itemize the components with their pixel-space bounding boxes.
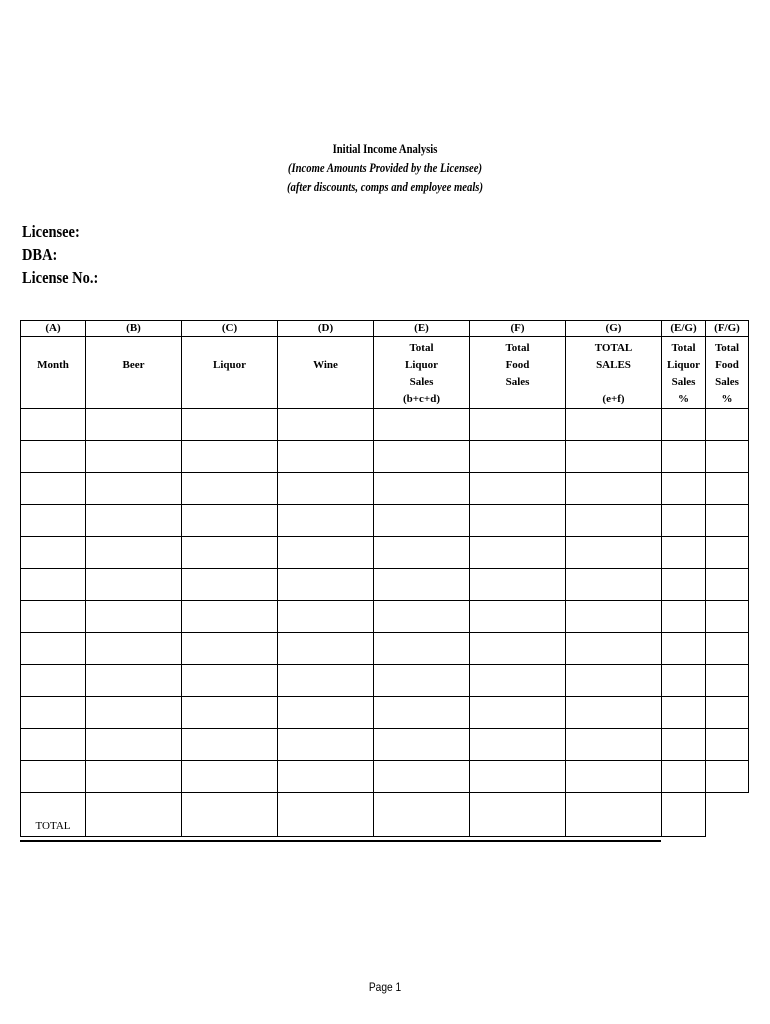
entry-cell[interactable] [278,409,374,441]
entry-cell[interactable] [21,761,86,793]
column-letter: (B) [86,321,182,337]
entry-cell[interactable] [182,729,278,761]
entry-cell[interactable] [706,633,749,665]
column-description-line: Sales [671,376,696,388]
entry-cell[interactable] [21,409,86,441]
table-row [21,729,749,761]
entry-cell[interactable] [374,569,470,601]
entry-cell[interactable] [662,569,706,601]
entry-cell[interactable] [706,761,749,793]
entry-cell[interactable] [86,665,182,697]
table-row [21,473,749,505]
entry-cell[interactable] [470,537,566,569]
entry-cell[interactable] [182,761,278,793]
entry-cell[interactable] [706,473,749,505]
table-row [21,537,749,569]
total-cell[interactable] [662,793,706,837]
column-description-line: % [721,393,733,405]
total-cell[interactable] [374,793,470,837]
entry-cell[interactable] [182,537,278,569]
report-subtitle-income-source: (Income Amounts Provided by the Licensee) [287,160,483,175]
entry-cell[interactable] [706,505,749,537]
entry-cell[interactable] [86,729,182,761]
column-letter: (G) [566,321,662,337]
entry-cell[interactable] [566,761,662,793]
entry-cell[interactable] [662,633,706,665]
total-label-cell [21,793,86,837]
entry-cell[interactable] [566,537,662,569]
total-label: TOTAL [35,820,71,832]
column-description-line: Sales [715,376,739,388]
total-row [21,793,749,837]
entry-cell[interactable] [566,729,662,761]
entry-cell[interactable] [566,601,662,633]
column-description [21,337,86,409]
column-description-line: (b+c+d) [403,393,440,405]
total-cell[interactable] [182,793,278,837]
table-row [21,633,749,665]
column-letter: (C) [182,321,278,337]
entry-cell[interactable] [21,665,86,697]
entry-cell[interactable] [566,697,662,729]
entry-cell[interactable] [278,761,374,793]
column-description [374,337,470,409]
column-description-line [278,340,373,357]
entry-cell[interactable] [470,409,566,441]
entry-cell[interactable] [662,409,706,441]
entry-cell[interactable] [470,601,566,633]
licensee-info [22,220,112,289]
entry-cell[interactable] [278,665,374,697]
entry-cell[interactable] [470,441,566,473]
column-letter: (E/G) [662,321,706,337]
column-description [182,337,278,409]
entry-cell[interactable] [182,633,278,665]
column-description-line [86,340,181,357]
entry-cell[interactable] [706,537,749,569]
entry-cell[interactable] [706,697,749,729]
entry-cell[interactable] [706,569,749,601]
entry-cell[interactable] [278,633,374,665]
column-description-line: TOTAL [594,342,633,354]
entry-cell[interactable] [706,601,749,633]
report-header [0,140,770,196]
entry-cell[interactable] [182,505,278,537]
total-cell[interactable] [278,793,374,837]
column-description-line: Beer [122,359,145,371]
entry-cell[interactable] [374,601,470,633]
entry-cell[interactable] [86,569,182,601]
entry-cell[interactable] [374,441,470,473]
entry-cell[interactable] [374,473,470,505]
report-title: Initial Income Analysis [332,141,438,156]
column-description-line: Total [409,342,434,354]
entry-cell[interactable] [278,441,374,473]
entry-cell[interactable] [470,697,566,729]
total-cell[interactable] [86,793,182,837]
entry-cell[interactable] [706,665,749,697]
column-letter-row [21,321,749,337]
column-description-line [566,374,661,391]
column-description [566,337,662,409]
entry-cell[interactable] [21,473,86,505]
column-description-line: Wine [313,359,338,371]
income-table [20,320,749,837]
entry-cell[interactable] [86,537,182,569]
column-description-line: Total [714,342,740,354]
entry-cell[interactable] [86,633,182,665]
entry-cell[interactable] [278,537,374,569]
entry-cell[interactable] [470,505,566,537]
table-row [21,569,749,601]
entry-cell[interactable] [86,409,182,441]
entry-cell[interactable] [662,665,706,697]
entry-cell[interactable] [86,697,182,729]
entry-cell[interactable] [566,441,662,473]
entry-cell[interactable] [470,761,566,793]
entry-cell[interactable] [86,441,182,473]
column-description-row [21,337,749,409]
entry-cell[interactable] [662,729,706,761]
column-description-line: Total [671,342,696,354]
entry-cell[interactable] [21,537,86,569]
column-description [278,337,374,409]
entry-cell[interactable] [566,505,662,537]
entry-cell[interactable] [86,473,182,505]
entry-cell[interactable] [662,601,706,633]
entry-cell[interactable] [278,729,374,761]
entry-cell[interactable] [374,729,470,761]
table-row [21,761,749,793]
entry-cell[interactable] [374,409,470,441]
column-letter: (D) [278,321,374,337]
entry-cell[interactable] [182,665,278,697]
column-description-line [182,340,277,357]
entry-cell[interactable] [566,409,662,441]
entry-cell[interactable] [662,473,706,505]
column-description [86,337,182,409]
column-description-line: Month [37,359,69,371]
entry-cell[interactable] [470,729,566,761]
page-footer [0,980,770,994]
page-number: Page 1 [368,980,402,994]
entry-cell[interactable] [662,697,706,729]
entry-cell[interactable] [470,473,566,505]
entry-cell[interactable] [374,537,470,569]
entry-cell[interactable] [374,697,470,729]
column-description-line: Liquor [212,359,246,371]
licensee-label: Licensee: [22,222,80,241]
entry-cell[interactable] [21,569,86,601]
entry-cell[interactable] [706,409,749,441]
entry-cell[interactable] [566,569,662,601]
column-letter: (A) [21,321,86,337]
entry-cell[interactable] [278,505,374,537]
column-description-line: Food [505,359,530,371]
total-cell[interactable] [566,793,662,837]
entry-cell[interactable] [374,665,470,697]
column-description-line: SALES [596,359,631,371]
entry-cell[interactable] [182,441,278,473]
table-row [21,441,749,473]
entry-cell[interactable] [182,409,278,441]
report-subtitle-deductions: (after discounts, comps and employee meals) [286,179,484,194]
entry-cell[interactable] [662,761,706,793]
column-description-line: Food [715,359,739,371]
column-description [662,337,706,409]
dba-label: DBA: [22,245,58,264]
column-description-line: % [678,393,689,405]
table-bottom-rule [20,840,661,842]
entry-cell[interactable] [374,633,470,665]
table-row [21,505,749,537]
entry-cell[interactable] [21,505,86,537]
entry-cell[interactable] [706,729,749,761]
entry-cell[interactable] [278,473,374,505]
table-row [21,697,749,729]
table-row [21,409,749,441]
license-no-label: License No.: [22,268,99,287]
entry-cell[interactable] [86,505,182,537]
entry-cell[interactable] [662,537,706,569]
entry-cell[interactable] [21,601,86,633]
entry-cell[interactable] [374,505,470,537]
entry-cell[interactable] [278,601,374,633]
column-description-line: Total [505,342,530,354]
entry-cell[interactable] [21,729,86,761]
entry-cell[interactable] [182,697,278,729]
entry-cell[interactable] [566,665,662,697]
entry-cell[interactable] [182,601,278,633]
column-description [706,337,749,409]
column-description-line [21,340,85,357]
column-letter: (F) [470,321,566,337]
entry-cell[interactable] [566,633,662,665]
entry-cell[interactable] [21,633,86,665]
table-row [21,665,749,697]
entry-cell[interactable] [566,473,662,505]
column-description-line: Sales [409,376,434,388]
total-cell[interactable] [706,793,749,837]
entry-cell[interactable] [374,761,470,793]
column-description [470,337,566,409]
column-description-line: Liquor [666,359,700,371]
entry-cell[interactable] [182,473,278,505]
entry-cell[interactable] [470,665,566,697]
total-cell[interactable] [470,793,566,837]
column-description-line: (e+f) [602,393,625,405]
entry-cell[interactable] [278,697,374,729]
entry-cell[interactable] [662,441,706,473]
table-row [21,601,749,633]
column-letter: (F/G) [706,321,749,337]
entry-cell[interactable] [86,601,182,633]
entry-cell[interactable] [21,697,86,729]
entry-cell[interactable] [182,569,278,601]
entry-cell[interactable] [470,633,566,665]
column-description-line: Sales [505,376,530,388]
entry-cell[interactable] [278,569,374,601]
entry-cell[interactable] [470,569,566,601]
income-table-body [21,321,749,837]
entry-cell[interactable] [662,505,706,537]
column-description-line: Liquor [404,359,438,371]
entry-cell[interactable] [706,441,749,473]
column-letter: (E) [374,321,470,337]
entry-cell[interactable] [86,761,182,793]
entry-cell[interactable] [21,441,86,473]
